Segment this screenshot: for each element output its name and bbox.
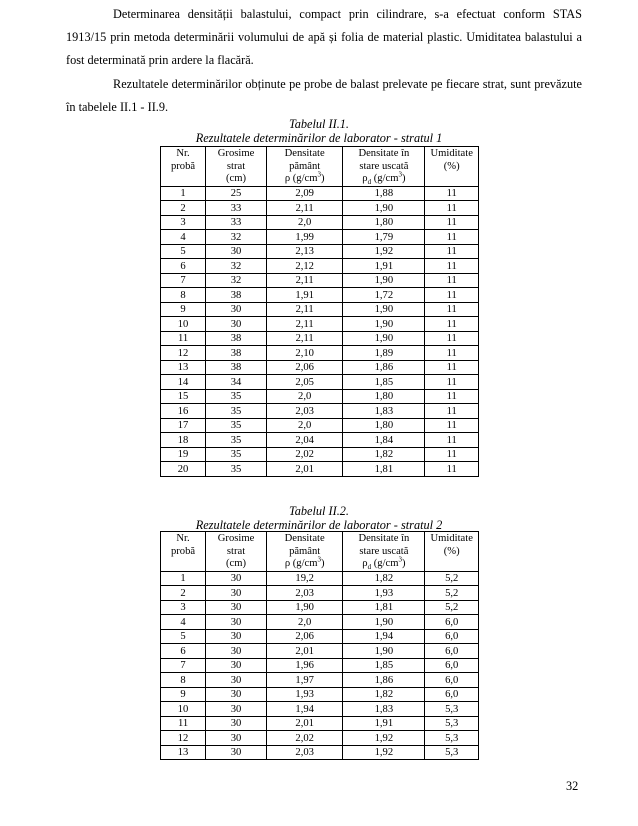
table1-title: Tabelul II.1. [288, 117, 349, 131]
table-row [161, 615, 479, 630]
cell-umiditate: 6,0 [425, 615, 479, 630]
cell-nr: 1 [161, 571, 206, 586]
cell-densitate-uscata: 1,90 [343, 273, 425, 288]
cell-densitate: 1,91 [266, 288, 342, 303]
cell-nr: 19 [161, 447, 206, 462]
cell-densitate-uscata: 1,81 [343, 600, 425, 615]
table2-title: Tabelul II.2. [288, 504, 349, 518]
cell-grosime: 35 [206, 404, 267, 419]
cell-densitate: 2,06 [266, 360, 342, 375]
table-row [161, 273, 479, 288]
cell-densitate-uscata: 1,79 [343, 230, 425, 245]
cell-densitate: 1,94 [266, 702, 342, 717]
cell-umiditate: 5,2 [425, 600, 479, 615]
table-row [161, 571, 479, 586]
cell-umiditate: 11 [425, 259, 479, 274]
cell-umiditate: 5,3 [425, 716, 479, 731]
cell-grosime: 30 [206, 586, 267, 601]
cell-densitate-uscata: 1,86 [343, 673, 425, 688]
cell-densitate-uscata: 1,80 [343, 389, 425, 404]
header-umiditate: Umiditate (%) [425, 147, 479, 187]
cell-densitate: 2,0 [266, 215, 342, 230]
cell-nr: 15 [161, 389, 206, 404]
table-row [161, 447, 479, 462]
cell-densitate: 2,11 [266, 317, 342, 332]
table-row [161, 731, 479, 746]
cell-grosime: 38 [206, 360, 267, 375]
cell-densitate: 2,11 [266, 273, 342, 288]
cell-densitate: 2,02 [266, 731, 342, 746]
table-row [161, 375, 479, 390]
table-row [161, 230, 479, 245]
table-row [161, 418, 479, 433]
table-row [161, 259, 479, 274]
cell-nr: 11 [161, 716, 206, 731]
cell-nr: 12 [161, 346, 206, 361]
cell-grosime: 30 [206, 615, 267, 630]
cell-grosime: 35 [206, 462, 267, 477]
cell-grosime: 35 [206, 447, 267, 462]
header-nr: Nr. probă [161, 532, 206, 572]
cell-nr: 10 [161, 317, 206, 332]
table1-body [161, 186, 479, 476]
cell-nr: 10 [161, 702, 206, 717]
cell-densitate-uscata: 1,81 [343, 462, 425, 477]
cell-umiditate: 6,0 [425, 687, 479, 702]
cell-densitate-uscata: 1,91 [343, 716, 425, 731]
cell-umiditate: 5,3 [425, 702, 479, 717]
cell-umiditate: 11 [425, 389, 479, 404]
cell-nr: 8 [161, 288, 206, 303]
cell-umiditate: 11 [425, 317, 479, 332]
table2-caption [0, 504, 638, 532]
cell-umiditate: 11 [425, 186, 479, 201]
cell-densitate: 2,11 [266, 201, 342, 216]
cell-densitate: 1,90 [266, 600, 342, 615]
cell-densitate: 2,04 [266, 433, 342, 448]
cell-umiditate: 5,3 [425, 731, 479, 746]
table1-subtitle: Rezultatele determinărilor de laborator - stratul 1 [195, 131, 443, 145]
paragraph-intro: Determinarea densității balastului, compact prin cilindrare, s-a efectuat conform STAS 1913/15 prin metoda determinării volumului de apă și folia de material plastic. Umiditatea balastului a fost determinată prin ardere la flacără. [66, 7, 582, 67]
cell-umiditate: 11 [425, 201, 479, 216]
cell-densitate: 2,10 [266, 346, 342, 361]
table-row [161, 346, 479, 361]
cell-umiditate: 5,2 [425, 586, 479, 601]
cell-densitate: 2,09 [266, 186, 342, 201]
cell-densitate-uscata: 1,90 [343, 302, 425, 317]
cell-densitate: 2,12 [266, 259, 342, 274]
cell-nr: 1 [161, 186, 206, 201]
cell-densitate: 19,2 [266, 571, 342, 586]
cell-densitate-uscata: 1,92 [343, 745, 425, 760]
cell-nr: 18 [161, 433, 206, 448]
table1-header-row [161, 147, 479, 187]
cell-densitate-uscata: 1,88 [343, 186, 425, 201]
cell-densitate-uscata: 1,94 [343, 629, 425, 644]
cell-densitate: 2,03 [266, 404, 342, 419]
cell-grosime: 30 [206, 244, 267, 259]
table-row [161, 644, 479, 659]
table-row [161, 244, 479, 259]
cell-nr: 4 [161, 230, 206, 245]
table-row [161, 433, 479, 448]
cell-umiditate: 6,0 [425, 673, 479, 688]
cell-densitate-uscata: 1,82 [343, 447, 425, 462]
table1 [160, 146, 479, 477]
cell-densitate: 2,0 [266, 389, 342, 404]
cell-densitate-uscata: 1,83 [343, 404, 425, 419]
cell-densitate: 2,11 [266, 302, 342, 317]
table-row [161, 658, 479, 673]
table-row [161, 462, 479, 477]
cell-densitate: 1,96 [266, 658, 342, 673]
cell-umiditate: 11 [425, 230, 479, 245]
cell-grosime: 35 [206, 433, 267, 448]
cell-umiditate: 11 [425, 215, 479, 230]
cell-densitate-uscata: 1,90 [343, 317, 425, 332]
cell-grosime: 30 [206, 716, 267, 731]
cell-densitate-uscata: 1,85 [343, 658, 425, 673]
cell-umiditate: 11 [425, 375, 479, 390]
cell-nr: 17 [161, 418, 206, 433]
cell-umiditate: 11 [425, 418, 479, 433]
cell-umiditate: 11 [425, 462, 479, 477]
cell-nr: 9 [161, 687, 206, 702]
cell-grosime: 30 [206, 629, 267, 644]
cell-densitate: 2,11 [266, 331, 342, 346]
cell-densitate-uscata: 1,93 [343, 586, 425, 601]
table-row [161, 600, 479, 615]
table-row [161, 186, 479, 201]
table-row [161, 629, 479, 644]
header-grosime: Grosime strat (cm) [206, 147, 267, 187]
cell-grosime: 30 [206, 731, 267, 746]
cell-densitate-uscata: 1,82 [343, 571, 425, 586]
table2-body [161, 571, 479, 760]
cell-umiditate: 11 [425, 360, 479, 375]
cell-densitate: 2,02 [266, 447, 342, 462]
table-row [161, 201, 479, 216]
cell-nr: 7 [161, 273, 206, 288]
cell-grosime: 30 [206, 745, 267, 760]
table-row [161, 404, 479, 419]
cell-nr: 2 [161, 201, 206, 216]
cell-densitate-uscata: 1,72 [343, 288, 425, 303]
cell-grosime: 30 [206, 673, 267, 688]
cell-nr: 11 [161, 331, 206, 346]
cell-umiditate: 11 [425, 288, 479, 303]
cell-nr: 3 [161, 215, 206, 230]
cell-densitate: 2,06 [266, 629, 342, 644]
table2 [160, 531, 479, 760]
table-row [161, 215, 479, 230]
header-densitate-uscata: Densitate în stare uscată $\rho_d$ $(g/cm^3)$ [343, 532, 425, 572]
header-densitate-uscata: Densitate în stare uscată $\rho_d$ $(g/cm^3)$ [343, 147, 425, 187]
table-row [161, 702, 479, 717]
cell-grosime: 33 [206, 201, 267, 216]
table-row [161, 389, 479, 404]
cell-densitate-uscata: 1,86 [343, 360, 425, 375]
cell-umiditate: 11 [425, 331, 479, 346]
cell-umiditate: 11 [425, 433, 479, 448]
table-row [161, 687, 479, 702]
cell-nr: 5 [161, 629, 206, 644]
page-number: 32 [566, 779, 579, 793]
cell-grosime: 33 [206, 215, 267, 230]
cell-densitate: 2,13 [266, 244, 342, 259]
table-row [161, 317, 479, 332]
cell-grosime: 38 [206, 346, 267, 361]
table-row [161, 360, 479, 375]
cell-densitate-uscata: 1,92 [343, 244, 425, 259]
cell-grosime: 32 [206, 230, 267, 245]
cell-grosime: 30 [206, 600, 267, 615]
table-row [161, 716, 479, 731]
table2-subtitle: Rezultatele determinărilor de laborator - stratul 2 [195, 518, 443, 532]
cell-grosime: 34 [206, 375, 267, 390]
cell-densitate-uscata: 1,90 [343, 644, 425, 659]
cell-densitate-uscata: 1,80 [343, 215, 425, 230]
cell-nr: 9 [161, 302, 206, 317]
cell-densitate: 1,93 [266, 687, 342, 702]
cell-grosime: 35 [206, 418, 267, 433]
cell-densitate-uscata: 1,83 [343, 702, 425, 717]
cell-densitate: 2,01 [266, 462, 342, 477]
cell-densitate-uscata: 1,80 [343, 418, 425, 433]
cell-densitate-uscata: 1,89 [343, 346, 425, 361]
cell-nr: 4 [161, 615, 206, 630]
cell-umiditate: 6,0 [425, 658, 479, 673]
cell-grosime: 38 [206, 331, 267, 346]
cell-nr: 13 [161, 360, 206, 375]
cell-densitate-uscata: 1,84 [343, 433, 425, 448]
cell-grosime: 30 [206, 571, 267, 586]
cell-umiditate: 11 [425, 447, 479, 462]
paragraph-results: Rezultatele determinărilor obținute pe probe de balast prelevate pe fiecare strat, sunt prevăzute în tabelele II.1 - II.9. [66, 77, 582, 114]
header-densitate: Densitate pământ ρ $(g/cm^3)$ [266, 147, 342, 187]
cell-nr: 14 [161, 375, 206, 390]
cell-grosime: 32 [206, 273, 267, 288]
cell-densitate: 2,0 [266, 418, 342, 433]
cell-grosime: 30 [206, 302, 267, 317]
cell-umiditate: 5,2 [425, 571, 479, 586]
header-densitate: Densitate pământ ρ $(g/cm^3)$ [266, 532, 342, 572]
table-row [161, 331, 479, 346]
header-nr: Nr. probă [161, 147, 206, 187]
cell-densitate: 1,97 [266, 673, 342, 688]
cell-umiditate: 11 [425, 302, 479, 317]
cell-umiditate: 5,3 [425, 745, 479, 760]
cell-grosime: 30 [206, 658, 267, 673]
table1-caption [0, 117, 638, 145]
cell-grosime: 32 [206, 259, 267, 274]
header-umiditate: Umiditate (%) [425, 532, 479, 572]
cell-nr: 8 [161, 673, 206, 688]
cell-umiditate: 11 [425, 244, 479, 259]
header-grosime: Grosime strat (cm) [206, 532, 267, 572]
table-row [161, 745, 479, 760]
cell-umiditate: 6,0 [425, 629, 479, 644]
cell-nr: 7 [161, 658, 206, 673]
cell-densitate: 2,0 [266, 615, 342, 630]
cell-nr: 20 [161, 462, 206, 477]
table2-header-row [161, 532, 479, 572]
cell-nr: 2 [161, 586, 206, 601]
cell-nr: 12 [161, 731, 206, 746]
cell-nr: 16 [161, 404, 206, 419]
cell-nr: 3 [161, 600, 206, 615]
cell-nr: 6 [161, 644, 206, 659]
cell-densitate-uscata: 1,92 [343, 731, 425, 746]
cell-densitate-uscata: 1,90 [343, 331, 425, 346]
cell-densitate: 2,01 [266, 644, 342, 659]
cell-grosime: 35 [206, 389, 267, 404]
cell-grosime: 30 [206, 702, 267, 717]
cell-umiditate: 11 [425, 404, 479, 419]
table-row [161, 586, 479, 601]
cell-densitate-uscata: 1,85 [343, 375, 425, 390]
cell-nr: 5 [161, 244, 206, 259]
cell-grosime: 38 [206, 288, 267, 303]
cell-nr: 13 [161, 745, 206, 760]
cell-umiditate: 6,0 [425, 644, 479, 659]
cell-densitate-uscata: 1,91 [343, 259, 425, 274]
cell-umiditate: 11 [425, 346, 479, 361]
table-row [161, 673, 479, 688]
cell-densitate: 2,03 [266, 586, 342, 601]
cell-densitate-uscata: 1,82 [343, 687, 425, 702]
cell-nr: 6 [161, 259, 206, 274]
cell-grosime: 30 [206, 317, 267, 332]
cell-grosime: 30 [206, 644, 267, 659]
cell-densitate-uscata: 1,90 [343, 201, 425, 216]
cell-grosime: 25 [206, 186, 267, 201]
table-row [161, 288, 479, 303]
table-row [161, 302, 479, 317]
cell-umiditate: 11 [425, 273, 479, 288]
cell-densitate: 2,05 [266, 375, 342, 390]
cell-densitate-uscata: 1,90 [343, 615, 425, 630]
cell-densitate: 1,99 [266, 230, 342, 245]
cell-densitate: 2,01 [266, 716, 342, 731]
cell-densitate: 2,03 [266, 745, 342, 760]
cell-grosime: 30 [206, 687, 267, 702]
